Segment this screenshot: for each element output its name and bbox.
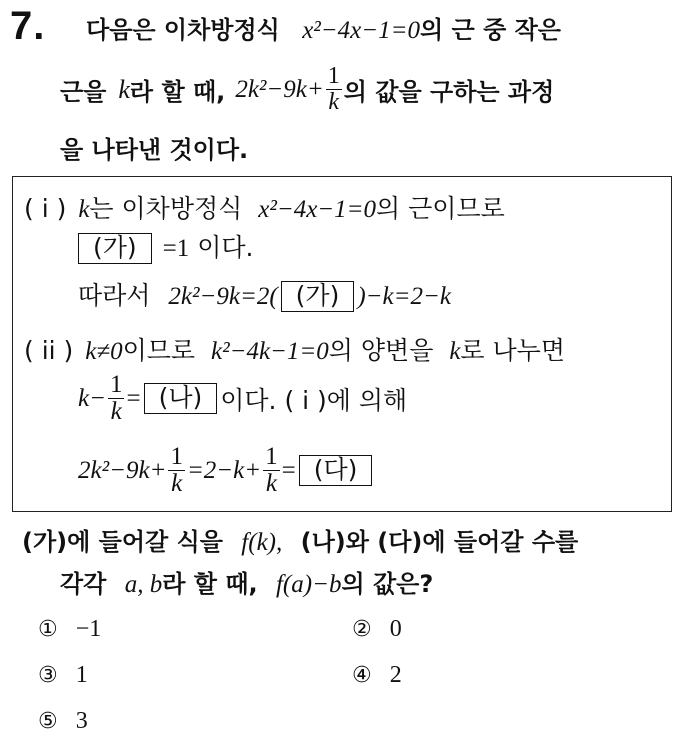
choice-1[interactable] — [38, 616, 101, 643]
fraction-1-over-k — [326, 64, 342, 115]
solution-expression: k− — [78, 384, 106, 412]
stem-line-2 — [60, 64, 554, 115]
prompt-line-2 — [60, 564, 433, 599]
variable-k: k — [449, 338, 461, 365]
solution-expression: 2k²−9k=2( — [168, 283, 278, 310]
fraction-denominator: k — [326, 89, 342, 115]
choice-number: ④ — [352, 663, 372, 688]
choice-4[interactable] — [352, 662, 402, 689]
stem-line-3: 을 나타낸 것이다. — [60, 136, 249, 164]
stem-expression: 2k²−9k+ — [235, 75, 324, 103]
choice-2[interactable] — [352, 616, 402, 643]
equals-sign: = — [281, 456, 296, 484]
blank-box-ga: (가) — [281, 281, 355, 312]
stem-text: 라 할 때, — [129, 78, 226, 107]
fraction-numerator: 1 — [170, 443, 183, 470]
solution-text: 이다. ( i )에 의해 — [220, 385, 408, 415]
fraction-denominator: k — [263, 470, 280, 497]
prompt-line-1 — [22, 522, 578, 557]
solution-line-3 — [78, 276, 451, 312]
stem-text: 의 값을 구하는 과정 — [343, 78, 555, 107]
solution-line-5 — [78, 372, 407, 426]
solution-text: 의 양변을 — [328, 336, 434, 365]
choice-number: ② — [352, 617, 372, 642]
function-fk: f(k), — [241, 529, 283, 556]
solution-expression: 2k²−9k+ — [78, 456, 167, 484]
blank-box-ga: (가) — [78, 233, 152, 264]
prompt-text: (가)에 들어갈 식을 — [22, 528, 223, 556]
solution-line-6 — [78, 444, 375, 498]
fraction-denominator: k — [108, 398, 125, 425]
fraction-numerator: 1 — [327, 63, 340, 89]
condition: k≠0 — [85, 338, 123, 365]
blank-box-da: (다) — [299, 455, 373, 486]
target-expression: f(a)−b — [275, 571, 342, 598]
solution-expression: )−k=2−k — [357, 283, 451, 310]
choice-5[interactable] — [38, 708, 88, 735]
solution-equation: =1 — [162, 235, 190, 262]
fraction-1-over-k — [263, 444, 280, 498]
choice-number: ⑤ — [38, 709, 58, 734]
step-label: ( i ) — [24, 194, 67, 223]
stem-text: 근을 — [60, 78, 107, 107]
fraction-1-over-k — [168, 444, 185, 498]
solution-equation: k²−4k−1=0 — [210, 338, 329, 365]
solution-text: 따라서 — [78, 281, 151, 310]
solution-text: 는 이차방정식 — [89, 194, 243, 223]
variables-a-b: a, b — [124, 571, 163, 598]
step-label: ( ii ) — [24, 336, 74, 365]
choice-value: −1 — [75, 616, 102, 642]
solution-text: 로 나누면 — [460, 336, 565, 365]
choice-value: 3 — [75, 708, 88, 734]
fraction-numerator: 1 — [265, 443, 278, 470]
variable-k: k — [118, 74, 130, 104]
choice-number: ① — [38, 617, 58, 642]
stem-text: 의 근 중 작은 — [420, 16, 561, 44]
prompt-text: 라 할 때, — [162, 570, 258, 598]
prompt-text: 각각 — [60, 570, 107, 598]
solution-line-2 — [78, 228, 253, 264]
stem-text: 다음은 이차방정식 — [86, 16, 280, 44]
choice-value: 2 — [389, 662, 402, 688]
stem-equation: x²−4x−1=0 — [302, 17, 420, 44]
stem-line-1 — [86, 10, 561, 45]
solution-text: 이므로 — [122, 336, 196, 365]
question-number: 7. — [10, 4, 46, 48]
fraction-denominator: k — [168, 470, 185, 497]
solution-text: 이다. — [197, 233, 254, 262]
fraction-numerator: 1 — [109, 371, 123, 398]
choice-value: 1 — [75, 662, 88, 688]
solution-line-4 — [24, 331, 565, 367]
solution-equation: x²−4x−1=0 — [258, 196, 377, 223]
solution-text: 의 근이므로 — [376, 194, 505, 223]
solution-line-1 — [24, 189, 505, 225]
fraction-1-over-k — [108, 372, 125, 426]
choice-3[interactable] — [38, 662, 88, 689]
choice-value: 0 — [389, 616, 402, 642]
equals-sign: = — [126, 384, 141, 412]
choice-number: ③ — [38, 663, 58, 688]
prompt-text: (나)와 (다)에 들어갈 수를 — [300, 528, 579, 556]
blank-box-na: (나) — [144, 383, 218, 414]
prompt-text: 의 값은? — [341, 570, 434, 598]
variable-k: k — [78, 196, 90, 223]
solution-expression: =2−k+ — [186, 456, 262, 484]
